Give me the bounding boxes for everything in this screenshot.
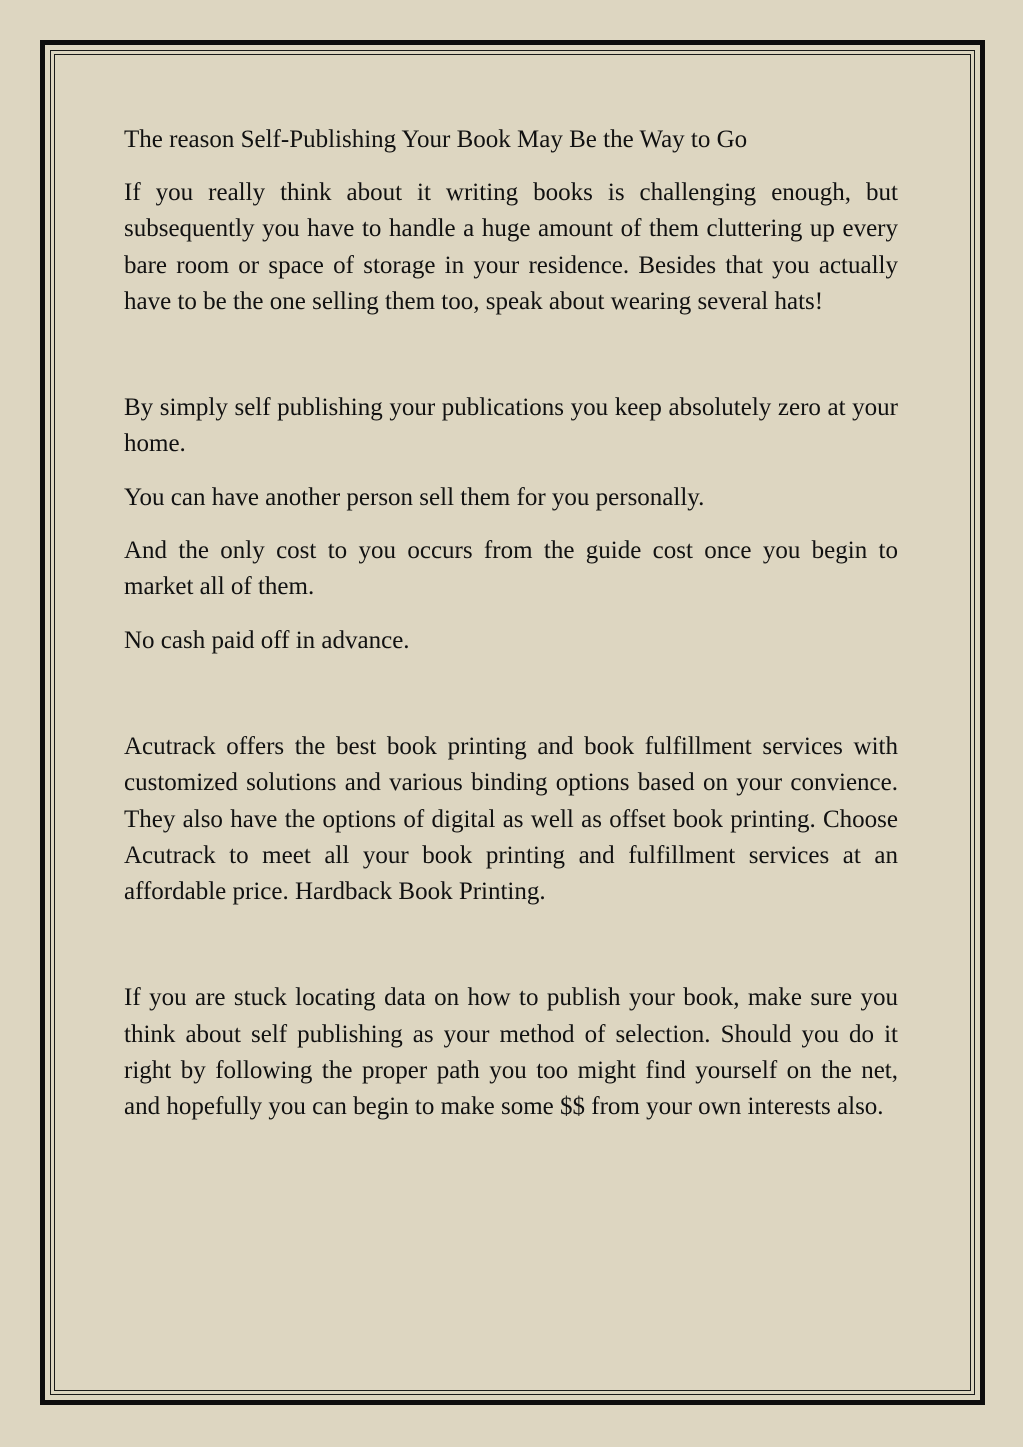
paragraph-spacer [124, 927, 898, 980]
paragraph-7: If you are stuck locating data on how to publish your book, make sure you think about self publishing as your method of selection. Should you do it right by following the proper path you too might find yourself on the net, and hopefully you can begin to make some $$ from your own interests also. [124, 984, 898, 1121]
document-title: The reason Self-Publishing Your Book May Be the Way to Go [124, 126, 748, 153]
paragraph-6: Acutrack offers the best book printing and book fulfillment services with customized solutions and various binding options based on your convience. They also have the options of digital as well as offset book printing. Choose Acutrack to meet all your book printing and fulfillment services at an affordable price. Hardback Book Printing. [124, 732, 898, 906]
paragraph-3: You can have another person sell them for you personally. [124, 483, 705, 511]
document-body [124, 122, 898, 1143]
paragraph-5: No cash paid off in advance. [124, 626, 410, 654]
paragraph-2: By simply self publishing your publications you keep absolutely zero at your home. [124, 394, 898, 458]
paragraph-1: If you really think about it writing books is challenging enough, but subsequently you have to handle a huge amount of them cluttering up every bare room or space of storage in your residence. Besides that you actually have to be the one selling them too, speak about wearing several hats! [124, 179, 898, 315]
paragraph-spacer [124, 676, 898, 729]
paragraph-spacer [124, 337, 898, 390]
paragraph-4: And the only cost to you occurs from the guide cost once you begin to market all of them. [124, 537, 898, 601]
